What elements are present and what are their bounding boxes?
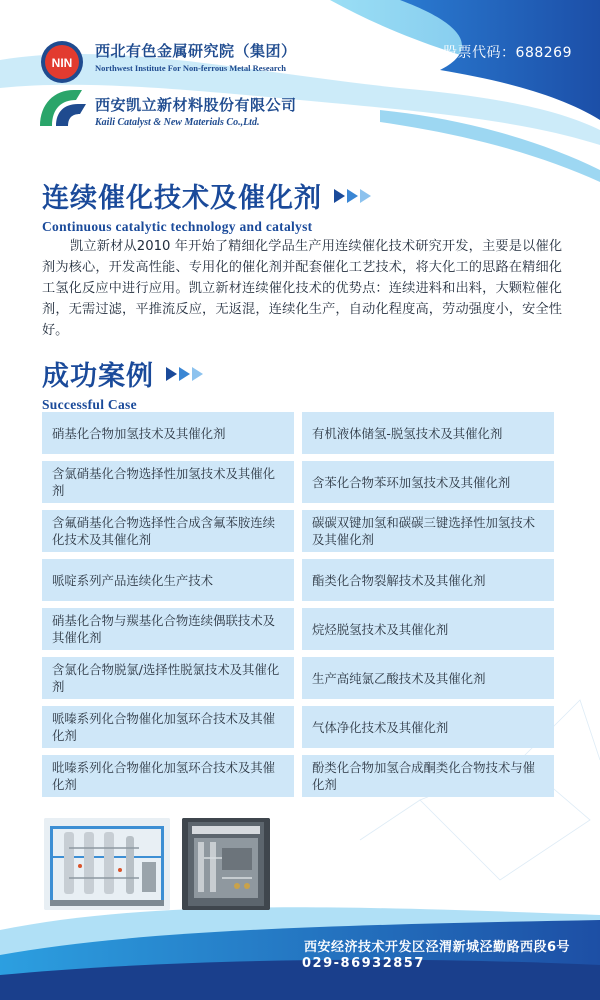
case-grid: [42, 412, 558, 797]
case-item: 哌嗪系列化合物催化加氢环合技术及其催化剂: [42, 706, 294, 748]
case-item: 含氯化合物脱氯/选择性脱氯技术及其催化剂: [42, 657, 294, 699]
section-successful-case: [42, 354, 203, 413]
case-item: 硝基化合物加氢技术及其催化剂: [42, 412, 294, 454]
equipment-photo-reactor: [44, 818, 170, 910]
nin-logo-text: NIN: [51, 56, 73, 70]
stock-code: 股票代码：688269: [443, 45, 572, 61]
case-item: 哌啶系列产品连续化生产技术: [42, 559, 294, 601]
org2-name-en: Kaili Catalyst & New Materials Co.,Ltd.: [95, 117, 260, 128]
org2-name-cn: 西安凯立新材料股份有限公司: [95, 96, 297, 114]
case-item: 含苯化合物苯环加氢技术及其催化剂: [302, 461, 554, 503]
org1-block: [95, 40, 297, 73]
case-item: 含氯硝基化合物选择性加氢技术及其催化剂: [42, 461, 294, 503]
section1-title: 连续催化技术及催化剂: [42, 183, 322, 214]
org1-name-en: Northwest Institute For Non-ferrous Metal Research: [95, 63, 286, 73]
equipment-photo-control-cabinet: [182, 818, 270, 910]
section2-title: 成功案例: [42, 361, 154, 392]
nin-logo: [40, 40, 84, 84]
case-item: 烷烃脱氢技术及其催化剂: [302, 608, 554, 650]
case-item: 生产高纯氯乙酸技术及其催化剂: [302, 657, 554, 699]
kaili-logo: [36, 86, 90, 130]
section-continuous-catalysis: [42, 176, 371, 235]
org1-name-cn: 西北有色金属研究院（集团）: [95, 42, 297, 60]
section2-subtitle: Successful Case: [42, 397, 137, 412]
case-item: 碳碳双键加氢和碳碳三键选择性加氢技术及其催化剂: [302, 510, 554, 552]
arrow-icon: [334, 189, 371, 203]
case-item: 气体净化技术及其催化剂: [302, 706, 554, 748]
case-item: 含氟硝基化合物选择性合成含氟苯胺连续化技术及其催化剂: [42, 510, 294, 552]
arrow-icon: [166, 367, 203, 381]
case-item: 硝基化合物与羰基化合物连续偶联技术及其催化剂: [42, 608, 294, 650]
case-item: 有机液体储氢-脱氢技术及其催化剂: [302, 412, 554, 454]
case-item: 吡嗪系列化合物催化加氢环合技术及其催化剂: [42, 755, 294, 797]
intro-paragraph: 凯立新材从2010 年开始了精细化学品生产用连续催化技术研究开发，主要是以催化剂为核心，开发高性能、专用化的催化剂并配套催化工艺技术，将大化工的思路在精细化工氢化反应中进行应用。凯立新材连续催化技术的优势点：连续进料和出料，大颗粒催化剂，无需过滤，平推流反应，无返混，连续化生产，自动化程度高，劳动强度小，安全性好。: [42, 239, 562, 338]
footer-phone: 029-86932857: [302, 956, 425, 971]
footer-address: 西安经济技术开发区泾渭新城泾勤路西段6号: [303, 940, 570, 955]
case-item: 酚类化合物加氢合成酮类化合物技术与催化剂: [302, 755, 554, 797]
org2-block: [95, 94, 297, 128]
section1-subtitle: Continuous catalytic technology and catalyst: [42, 219, 313, 234]
case-item: 酯类化合物裂解技术及其催化剂: [302, 559, 554, 601]
